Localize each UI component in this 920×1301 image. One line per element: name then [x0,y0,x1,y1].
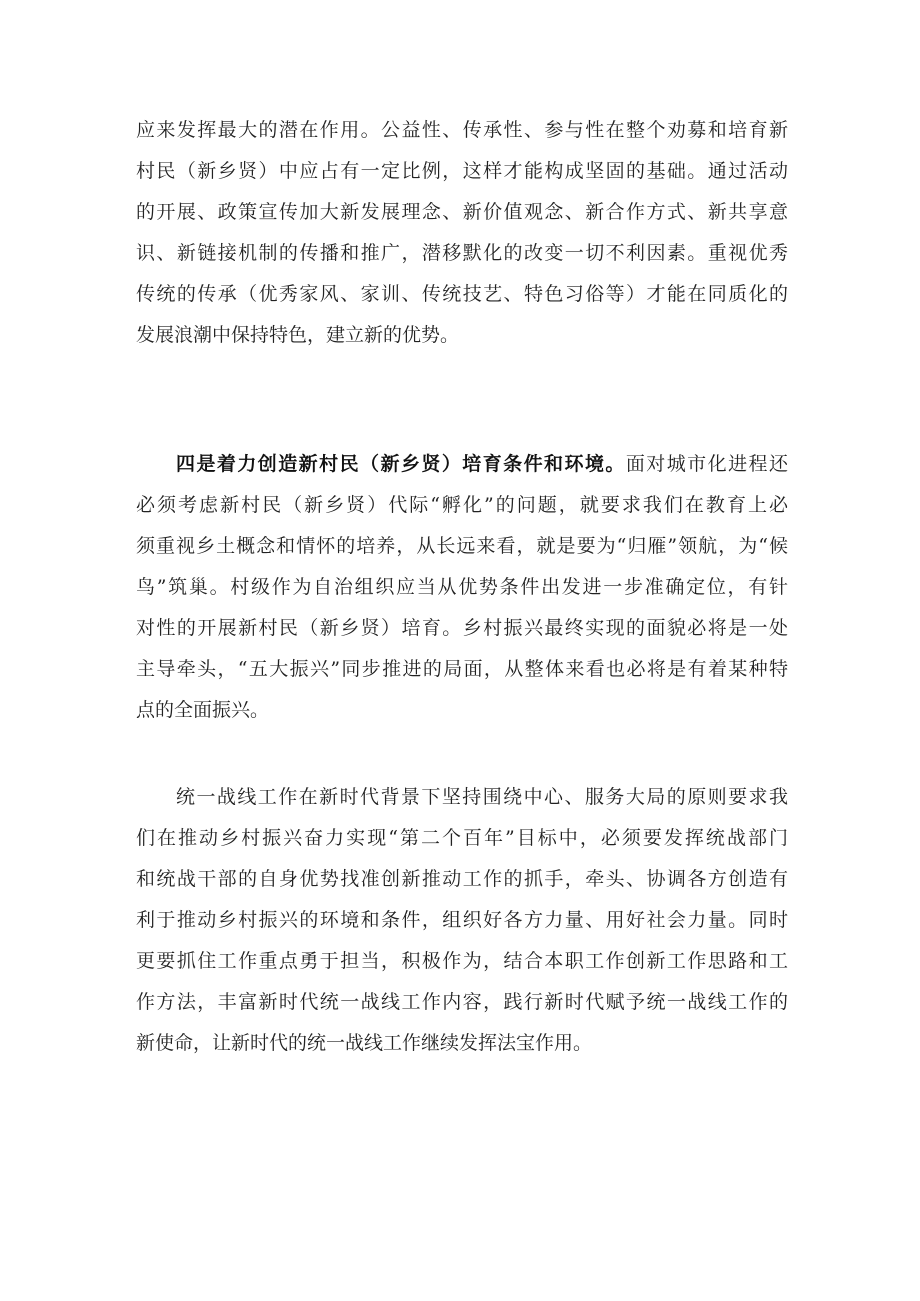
text-line: 必须考虑新村民（新乡贤）代际“孵化”的问题，就要求我们在教育上必 [136,494,788,516]
text-line: 更要抓住工作重点勇于担当，积极作为，结合本职工作创新工作思路和工 [136,950,788,972]
text-line: 们在推动乡村振兴奋力实现“第二个百年”目标中，必须要发挥统战部门 [136,827,788,849]
text-line: 村民（新乡贤）中应占有一定比例，这样才能构成坚固的基础。通过活动 [136,160,788,182]
text-line: 主导牵头，“五大振兴”同步推进的局面，从整体来看也必将是有着某种特 [136,658,788,680]
text-line: 的开展、政策宣传加大新发展理念、新价值观念、新合作方式、新共享意 [136,201,788,223]
text-line-first: 统一战线工作在新时代背景下坚持围绕中心、服务大局的原则要求我 [176,786,788,808]
text-line: 应来发挥最大的潜在作用。公益性、传承性、参与性在整个劝募和培育新 [136,119,788,141]
text-line-first [136,444,788,485]
bold-lead-sentence: 四是着力创造新村民（新乡贤）培育条件和环境。 [176,453,626,475]
text-line: 利于推动乡村振兴的环境和条件，组织好各方力量、用好社会力量。同时 [136,909,788,931]
paragraph-3 [136,777,788,1064]
text-line: 传统的传承（优秀家风、家训、传统技艺、特色习俗等）才能在同质化的 [136,283,788,305]
text-line: 须重视乡土概念和情怀的培养，从长远来看，就是要为“归雁”领航，为“候 [136,535,788,557]
paragraph-1 [136,110,788,356]
paragraph-2 [136,444,788,731]
text-line: 作方法，丰富新时代统一战线工作内容，践行新时代赋予统一战线工作的 [136,991,788,1013]
text-line: 和统战干部的自身优势找准创新推动工作的抓手，牵头、协调各方创造有 [136,868,788,890]
text-line: 发展浪潮中保持特色，建立新的优势。 [136,324,460,346]
text-line: 点的全面振兴。 [136,699,270,721]
text-line: 鸟”筑巢。村级作为自治组织应当从优势条件出发进一步准确定位，有针 [136,576,788,598]
text-line: 对性的开展新村民（新乡贤）培育。乡村振兴最终实现的面貌必将是一处 [136,617,788,639]
first-line-rest: 面对城市化进程还 [625,453,788,475]
text-line: 识、新链接机制的传播和推广，潜移默化的改变一切不利因素。重视优秀 [136,242,788,264]
text-line: 新使命，让新时代的统一战线工作继续发挥法宝作用。 [136,1032,593,1054]
